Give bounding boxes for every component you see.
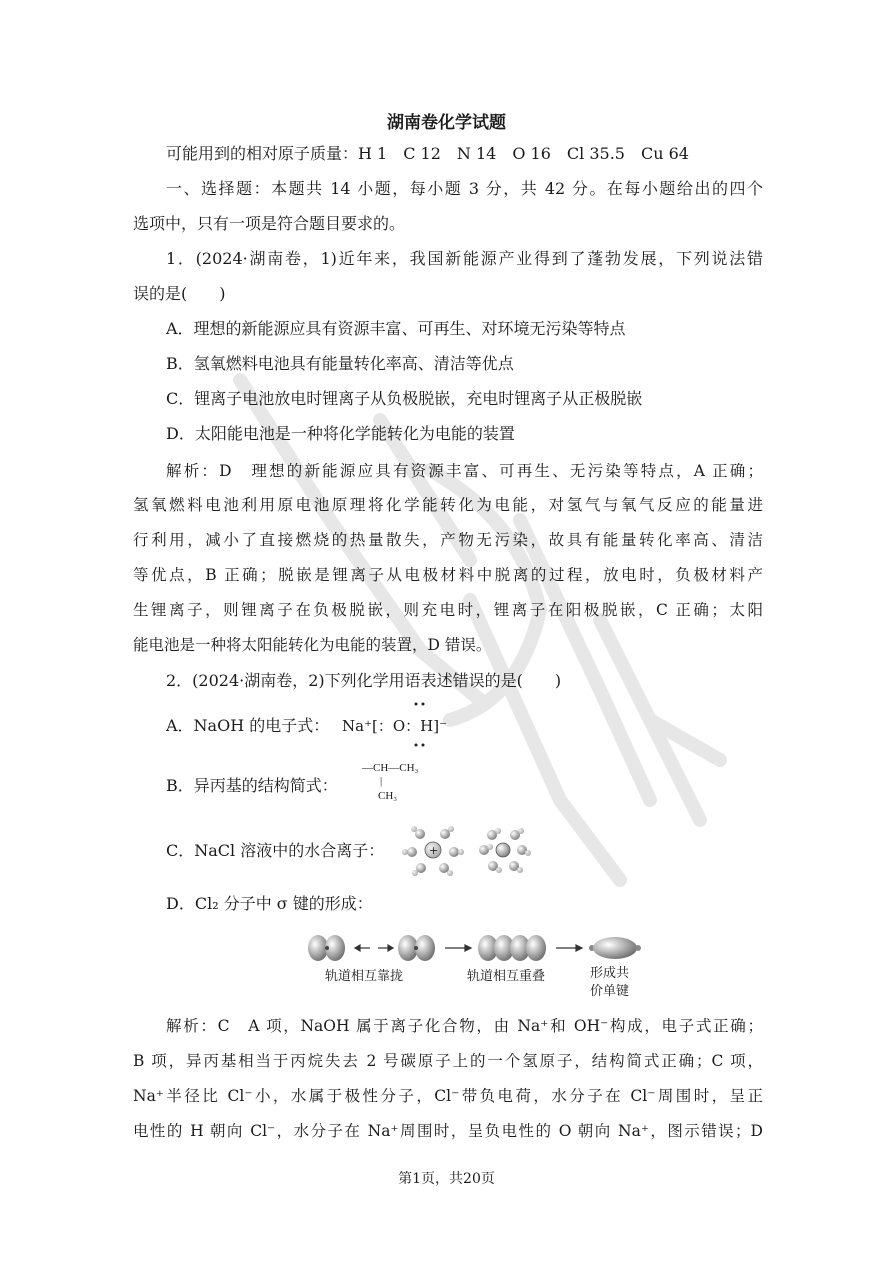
orbitals-approach-right [398, 935, 435, 961]
lone-pair-dots [405, 700, 435, 750]
q1-option-b: B．氢氧燃料电池具有能量转化率高、清洁等优点 [166, 354, 514, 373]
sodium-ion-cluster [402, 826, 464, 876]
q2-analysis-line1: 解析：C A 项，NaOH 属于离子化合物，由 Na⁺和 OH⁻构成，电子式正确； [166, 1017, 763, 1035]
q1-analysis-line4: 等优点，B 正确；脱嵌是锂离子从电极材料中脱离的过程，放电时，负极材料产 [133, 566, 763, 584]
isopropyl-bond: | [380, 775, 383, 787]
label-orbitals-overlap: 轨道相互重叠 [467, 969, 546, 984]
page-footer: 第1页，共20页 [398, 1171, 495, 1187]
isopropyl-structure-bottom: CH₃ [378, 790, 398, 802]
section-heading-line1: 一、选择题：本题共 14 小题，每小题 3 分，共 42 分。在每小题给出的四个 [166, 179, 763, 198]
label-bond-line1: 形成共 [590, 966, 630, 981]
hydrated-ions-figure [400, 822, 535, 878]
q1-analysis-line1: 解析：D 理想的新能源应具有资源丰富、可再生、无污染等特点，A 正确； [166, 462, 763, 480]
q1-analysis-line2: 氢氧燃料电池利用原电池原理将化学能转化为电能，对氢气与氧气反应的能量进 [133, 496, 763, 514]
arrow-to-bond [556, 945, 582, 951]
q2-option-d: D．Cl₂ 分子中 σ 键的形成： [166, 894, 373, 913]
q1-analysis-line3: 行利用，减小了直接燃烧的热量散失，产物无污染，故具有能量转化率高、清洁 [133, 531, 763, 549]
q1-option-d: D．太阳能电池是一种将化学能转化为电能的装置 [166, 424, 515, 443]
label-bond-line2: 价单键 [590, 984, 630, 999]
orbitals-overlap [478, 935, 546, 961]
q1-option-c: C．锂离子电池放电时锂离子从负极脱嵌，充电时锂离子从正极脱嵌 [166, 389, 643, 408]
orbitals-approach [308, 935, 345, 961]
q1-stem-line1: 1．(2024·湖南卷，1)近年来，我国新能源产业得到了蓬勃发展，下列说法错 [166, 249, 763, 268]
arrow-to-overlap [445, 945, 471, 951]
atomic-masses: 可能用到的相对原子质量：H 1 C 12 N 14 O 16 Cl 35.5 Cu 64 [166, 144, 689, 163]
approach-arrows [355, 945, 393, 951]
q1-analysis-line5: 生锂离子，则锂离子在负极脱嵌，则充电时，锂离子在阳极脱嵌，C 正确；太阳 [133, 601, 763, 619]
label-orbitals-approach: 轨道相互靠拢 [325, 969, 404, 984]
document-title: 湖南卷化学试题 [387, 113, 506, 133]
svg-text:+: + [429, 844, 439, 857]
q2-analysis-line4: 电性的 H 朝向 Cl⁻，水分子在 Na⁺周围时，呈负电性的 O 朝向 Na⁺，图示错误；D [133, 1122, 763, 1140]
section-heading-line2: 选项中，只有一项是符合题目要求的。 [133, 214, 406, 233]
isopropyl-structure-top: —CH—CH₃ [362, 762, 419, 774]
q2-option-a: A．NaOH 的电子式： [166, 716, 330, 735]
q2-option-b: B．异丙基的结构简式： [166, 776, 338, 795]
q2-analysis-line3: Na⁺半径比 Cl⁻小，水属于极性分子，Cl⁻带负电荷，水分子在 Cl⁻周围时，呈正 [133, 1087, 763, 1105]
q2-analysis-line2: B 项，异丙基相当于丙烷失去 2 号碳原子上的一个氢原子，结构简式正确；C 项， [133, 1052, 763, 1070]
q1-analysis-line6: 能电池是一种将太阳能转化为电能的装置，D 错误。 [133, 636, 492, 654]
covalent-bond [589, 937, 641, 959]
naoh-electron-formula: Na⁺[：O：H]⁻ [342, 717, 447, 735]
chloride-ion-cluster [479, 828, 531, 873]
q1-option-a: A．理想的新能源应具有资源丰富、可再生、对环境无污染等特点 [166, 319, 626, 338]
q2-option-c: C．NaCl 溶液中的水合离子： [166, 841, 385, 860]
q2-stem: 2．(2024·湖南卷，2)下列化学用语表述错误的是( ) [166, 671, 562, 690]
q1-stem-line2: 误的是( ) [133, 284, 226, 303]
